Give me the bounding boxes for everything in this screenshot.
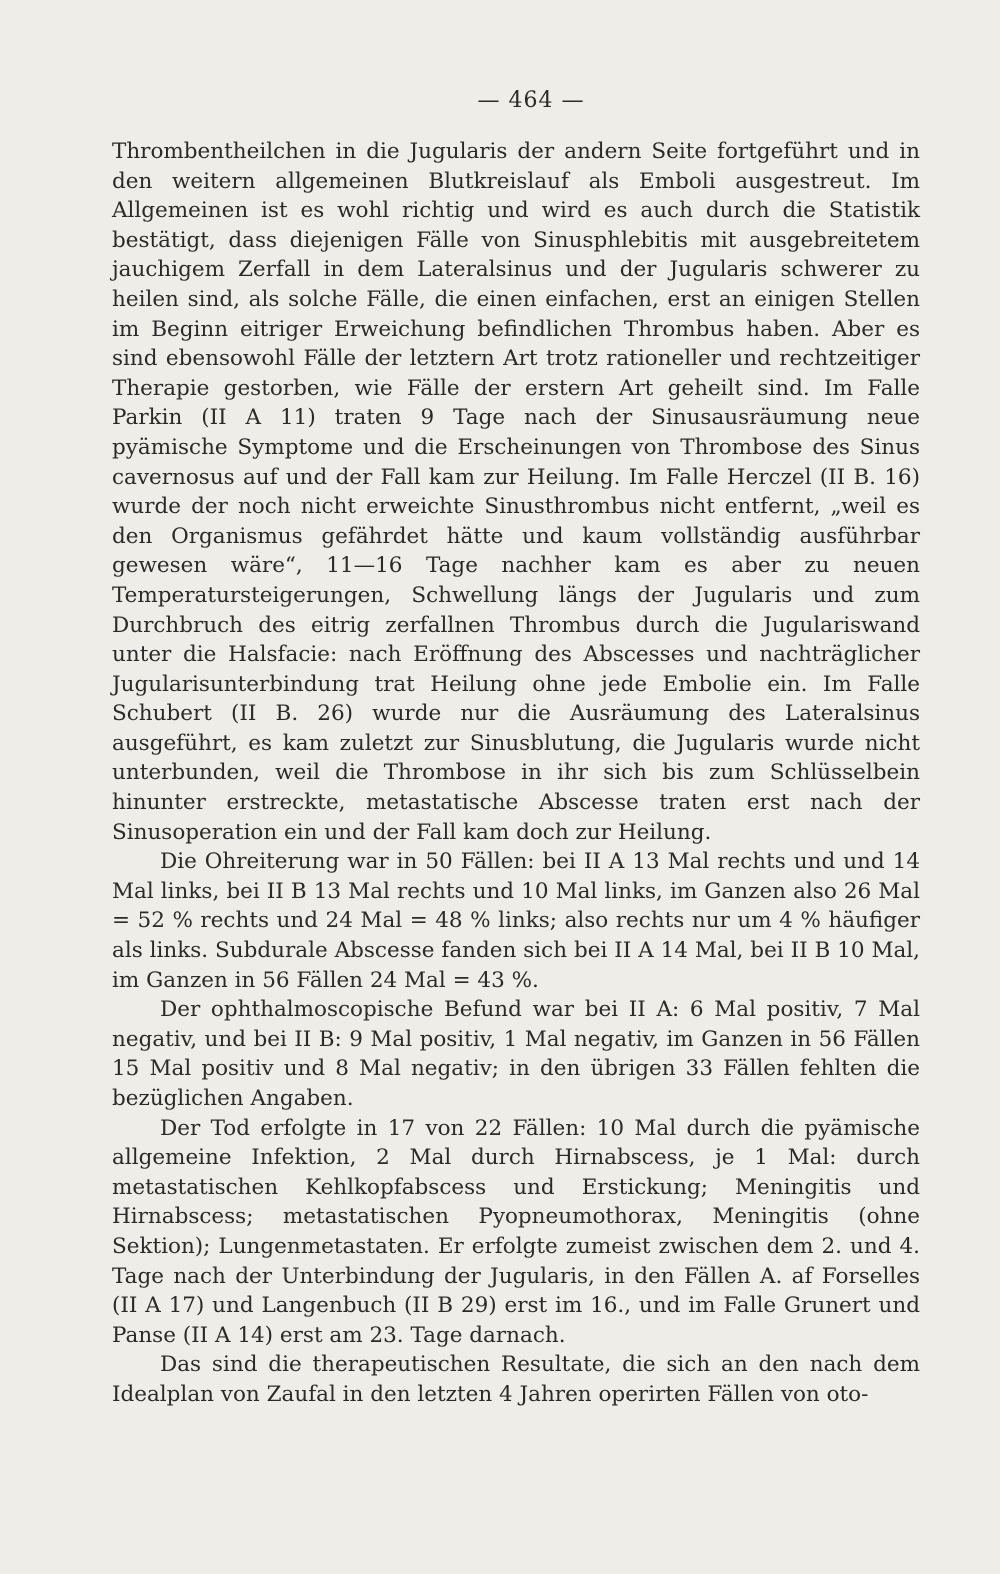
paragraph-4: Der Tod erfolgte in 17 von 22 Fällen: 10 Mal durch die pyämische allgemeine Infektion, 2 Mal durch Hirnabscess, je 1 Mal: durch metastatischen Kehlkopfabscess und Erstickung; Meningitis und Hirnabscess; metastatischen Pyopneumothorax, Meningitis (ohne Sektion); Lungenmetastaten. Er erfolgte zumeist zwischen dem 2. und 4. Tage nach der Unterbindung der Jugularis, in den Fällen A. af Forselles (II A 17) und Langenbuch (II B 29) erst im 16., und im Falle Grunert und Panse (II A 14) erst am 23. Tage darnach.	[112, 1115, 920, 1348]
paragraph-3: Der ophthalmoscopische Befund war bei II A: 6 Mal positiv, 7 Mal negativ, und bei II B: 9 Mal positiv, 1 Mal negativ, im Ganzen in 56 Fällen 15 Mal positiv und 8 Mal negativ; in den übrigen 33 Fällen fehlten die bezüglichen Angaben.	[112, 997, 920, 1111]
paragraph-2: Die Ohreiterung war in 50 Fällen: bei II A 13 Mal rechts und und 14 Mal links, bei II B 13 Mal rechts und 10 Mal links, im Ganzen also 26 Mal = 52 % rechts und 24 Mal = 48 % links; also rechts nur um 4 % häufiger als links. Subdurale Abscesse fanden sich bei II A 14 Mal, bei II B 10 Mal, im Ganzen in 56 Fällen 24 Mal = 43 %.	[112, 849, 920, 993]
body-text	[112, 137, 920, 1410]
page-number: — 464 —	[477, 88, 585, 113]
paragraph-1: Thrombentheilchen in die Jugularis der andern Seite fortgeführt und in den weitern allgemeinen Blutkreislauf als Emboli ausgestreut. Im Allgemeinen ist es wohl richtig und wird es auch durch die Statistik bestätigt, dass diejenigen Fälle von Sinusphlebitis mit ausgebreitetem jauchigem Zerfall in dem Lateralsinus und der Jugularis schwerer zu heilen sind, als solche Fälle, die einen einfachen, erst an einigen Stellen im Beginn eitriger Erweichung befindlichen Thrombus haben. Aber es sind ebensowohl Fälle der letztern Art trotz rationeller und rechtzeitiger Therapie gestorben, wie Fälle der erstern Art geheilt sind. Im Falle Parkin (II A 11) traten 9 Tage nach der Sinusausräumung neue pyämische Symptome und die Erscheinungen von Thrombose des Sinus cavernosus auf und der Fall kam zur Heilung. Im Falle Herczel (II B. 16) wurde der noch nicht erweichte Sinusthrombus nicht entfernt, „weil es den Organismus gefährdet hätte und kaum vollständig ausführbar gewesen wäre“, 11—16 Tage nachher kam es aber zu neuen Temperatursteigerungen, Schwellung längs der Jugularis und zum Durchbruch des eitrig zerfallnen Thrombus durch die Jugulariswand unter die Halsfacie: nach Eröffnung des Abscesses und nachträglicher Jugularisunterbindung trat Heilung ohne jede Embolie ein. Im Falle Schubert (II B. 26) wurde nur die Ausräumung des Lateralsinus ausgeführt, es kam zuletzt zur Sinusblutung, die Jugularis wurde nicht unterbunden, weil die Thrombose in ihr sich bis zum Schlüsselbein hinunter erstreckte, metastatische Abscesse traten erst nach der Sinusoperation ein und der Fall kam doch zur Heilung.	[112, 139, 920, 845]
paragraph-5: Das sind die therapeutischen Resultate, die sich an den nach dem Idealplan von Zaufal in den letzten 4 Jahren operirten Fällen von oto-	[112, 1352, 920, 1407]
